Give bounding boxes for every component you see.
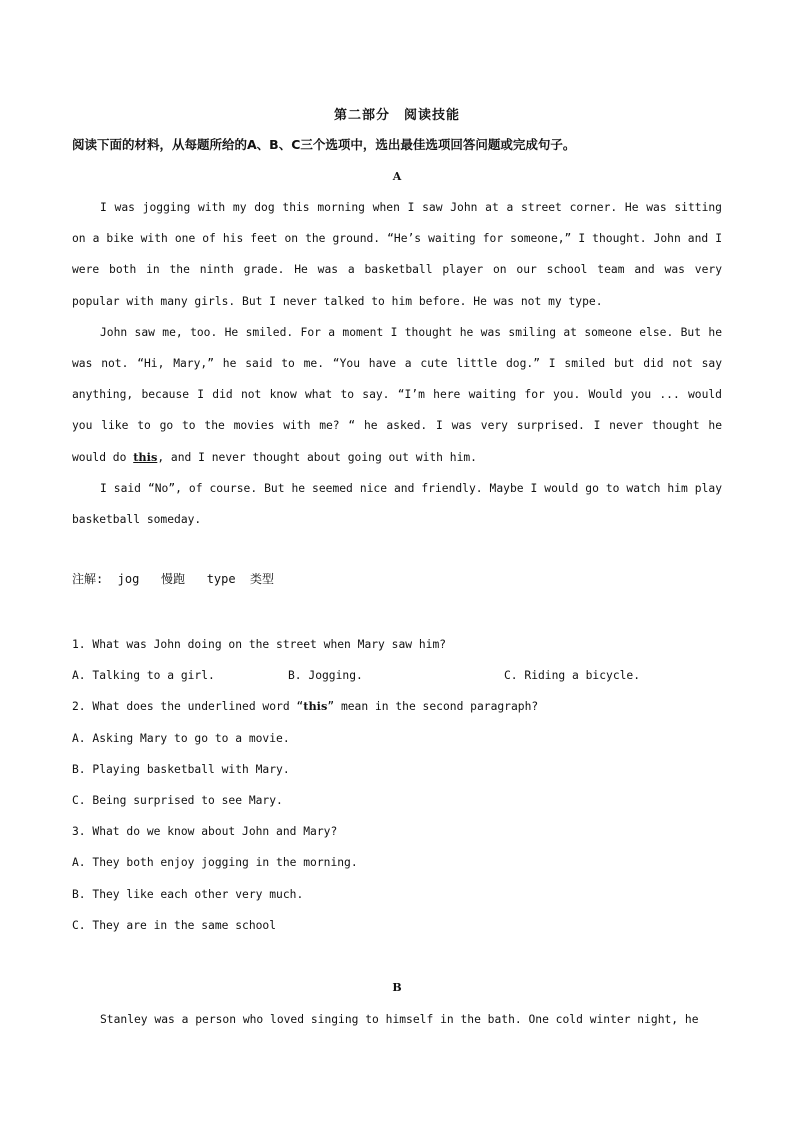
question-3-option-b[interactable]: B. They like each other very much. xyxy=(72,887,304,901)
question-2-option-c[interactable]: C. Being surprised to see Mary. xyxy=(72,793,283,807)
question-1-option-a[interactable]: A. Talking to a girl. xyxy=(72,669,215,683)
questions-block xyxy=(72,629,732,941)
passage-a-paragraph-1: I was jogging with my dog this morning when I saw John at a street corner. He was sitting on a bike with one of his feet on the ground. “He’s waiting for someone,” I thought. John and I were both in the ninth grade. He was a basketball player on our school team and was very popular with many girls. But I never talked to him before. He was not my type. xyxy=(72,201,722,308)
paragraph-2-text-after: , and I never thought about going out with him. xyxy=(157,450,477,464)
question-2-option-b[interactable]: B. Playing basketball with Mary. xyxy=(72,762,290,776)
passage-b-first-line: Stanley was a person who loved singing to himself in the bath. One cold winter night, he xyxy=(100,1013,699,1026)
passage-a-paragraph-2 xyxy=(72,317,722,473)
question-1-option-b[interactable]: B. Jogging. xyxy=(288,669,363,683)
instruction-text: 阅读下面的材料，从每题所给的A、B、C三个选项中，选出最佳选项回答问题或完成句子。 xyxy=(72,137,576,152)
section-a-label: A xyxy=(392,170,402,183)
passage-a xyxy=(72,192,722,535)
part-title: 第二部分 阅读技能 xyxy=(333,108,460,123)
question-2 xyxy=(72,691,732,722)
section-b-label: B xyxy=(392,981,402,994)
question-3: 3. What do we know about John and Mary? xyxy=(72,825,338,839)
question-1-option-c[interactable]: C. Riding a bicycle. xyxy=(504,669,641,683)
question-2-text-before: 2. What does the underlined word “ xyxy=(72,700,304,714)
passage-b xyxy=(72,1004,722,1035)
passage-a-paragraph-3: I said “No”, of course. But he seemed nice and friendly. Maybe I would go to watch him play basketball someday. xyxy=(72,481,722,527)
question-2-text-after: ” mean in the second paragraph? xyxy=(327,700,539,714)
paragraph-2-text-before: John saw me, too. He smiled. For a moment I thought he was smiling at someone else. But he was not. “Hi, Mary,” he said to me. “You have a cute little dog.” I smiled but did not say anything, because I did not know what to say. “I’m here waiting for you. Would you ... would you like to go to the movies with me? “ he asked. I was very surprised. I never thought he would do xyxy=(72,325,722,464)
question-3-option-a[interactable]: A. They both enjoy jogging in the morning. xyxy=(72,856,358,870)
question-3-option-c[interactable]: C. They are in the same school xyxy=(72,918,277,932)
underlined-word: this xyxy=(133,449,158,464)
question-2-option-a[interactable]: A. Asking Mary to go to a movie. xyxy=(72,731,290,745)
question-1: 1. What was John doing on the street when Mary saw him? xyxy=(72,638,447,651)
question-1-options xyxy=(72,660,732,691)
question-2-word: this xyxy=(303,699,328,714)
vocabulary-note: 注解: jog 慢跑 type 类型 xyxy=(72,572,275,586)
